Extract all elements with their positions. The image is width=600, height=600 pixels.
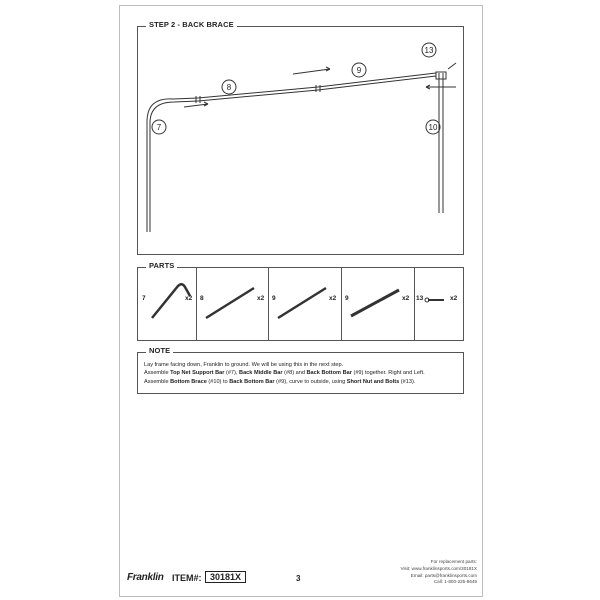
contact-line: Call: 1-800-225-8649	[433, 579, 477, 585]
part-number: 7	[142, 295, 146, 302]
note-text	[144, 361, 425, 386]
callout-7: 7	[156, 123, 162, 132]
note-title: NOTE	[146, 346, 173, 355]
arrow-middle	[293, 67, 330, 74]
contact-line: For replacement parts:	[430, 559, 477, 564]
page-number: 3	[296, 574, 301, 583]
contact-info	[400, 559, 477, 586]
franklin-logo: Franklin	[127, 572, 164, 583]
joint-marks	[196, 85, 320, 103]
callout-10: 10	[428, 123, 438, 132]
bar-10	[439, 73, 443, 213]
item-label: ITEM#:	[172, 573, 202, 583]
part-cell	[268, 268, 342, 340]
part-number: 8	[200, 295, 204, 302]
step-panel	[137, 20, 464, 255]
part-9b-bar	[341, 268, 414, 340]
part-number: 13	[416, 295, 424, 302]
part-cell	[414, 268, 463, 340]
part-qty: x2	[450, 295, 458, 302]
part-cell	[196, 268, 269, 340]
bolt-13	[448, 63, 456, 69]
part-qty: x2	[257, 295, 265, 302]
note-line-3: Assemble Bottom Brace (#10) to Back Bottom Bar (#9), curve to outside, using Short Nut and Bolts (#13).	[144, 378, 416, 385]
step-title: STEP 2 - BACK BRACE	[146, 20, 237, 29]
note-line-2: Assemble Top Net Support Bar (#7), Back Middle Bar (#8) and Back Bottom Bar (#9) together. Right and Left.	[144, 370, 425, 377]
note-line-1: Lay frame facing down, Franklin to ground. We will be using this in the next step.	[144, 362, 344, 368]
callout-13: 13	[424, 46, 434, 55]
callout-9: 9	[356, 66, 362, 75]
assembly-diagram	[138, 27, 463, 254]
callout-8: 8	[226, 83, 232, 92]
part-number: 9	[345, 295, 349, 302]
part-qty: x2	[402, 295, 410, 302]
contact-line[interactable]: Email: parts@franklinsports.com	[410, 572, 477, 578]
bar-9	[318, 73, 436, 90]
note-panel	[137, 346, 464, 394]
bar-8	[198, 87, 318, 101]
part-8-bar	[196, 268, 268, 340]
part-number: 9	[272, 295, 276, 302]
parts-title: PARTS	[146, 261, 177, 270]
part-cell	[138, 268, 197, 340]
item-number: 30181X	[205, 571, 246, 583]
arrow-right	[426, 85, 456, 89]
part-13-bolt	[414, 268, 463, 340]
parts-panel	[137, 261, 464, 341]
bar-7	[147, 98, 198, 232]
part-qty: x2	[329, 295, 337, 302]
bar-10-top	[436, 72, 446, 79]
part-cell	[341, 268, 415, 340]
part-7-bar	[138, 268, 196, 340]
part-9-bar	[268, 268, 341, 340]
contact-line[interactable]: Visit: www.franklinsports.com/30181X	[400, 565, 477, 571]
part-qty: x2	[185, 295, 193, 302]
